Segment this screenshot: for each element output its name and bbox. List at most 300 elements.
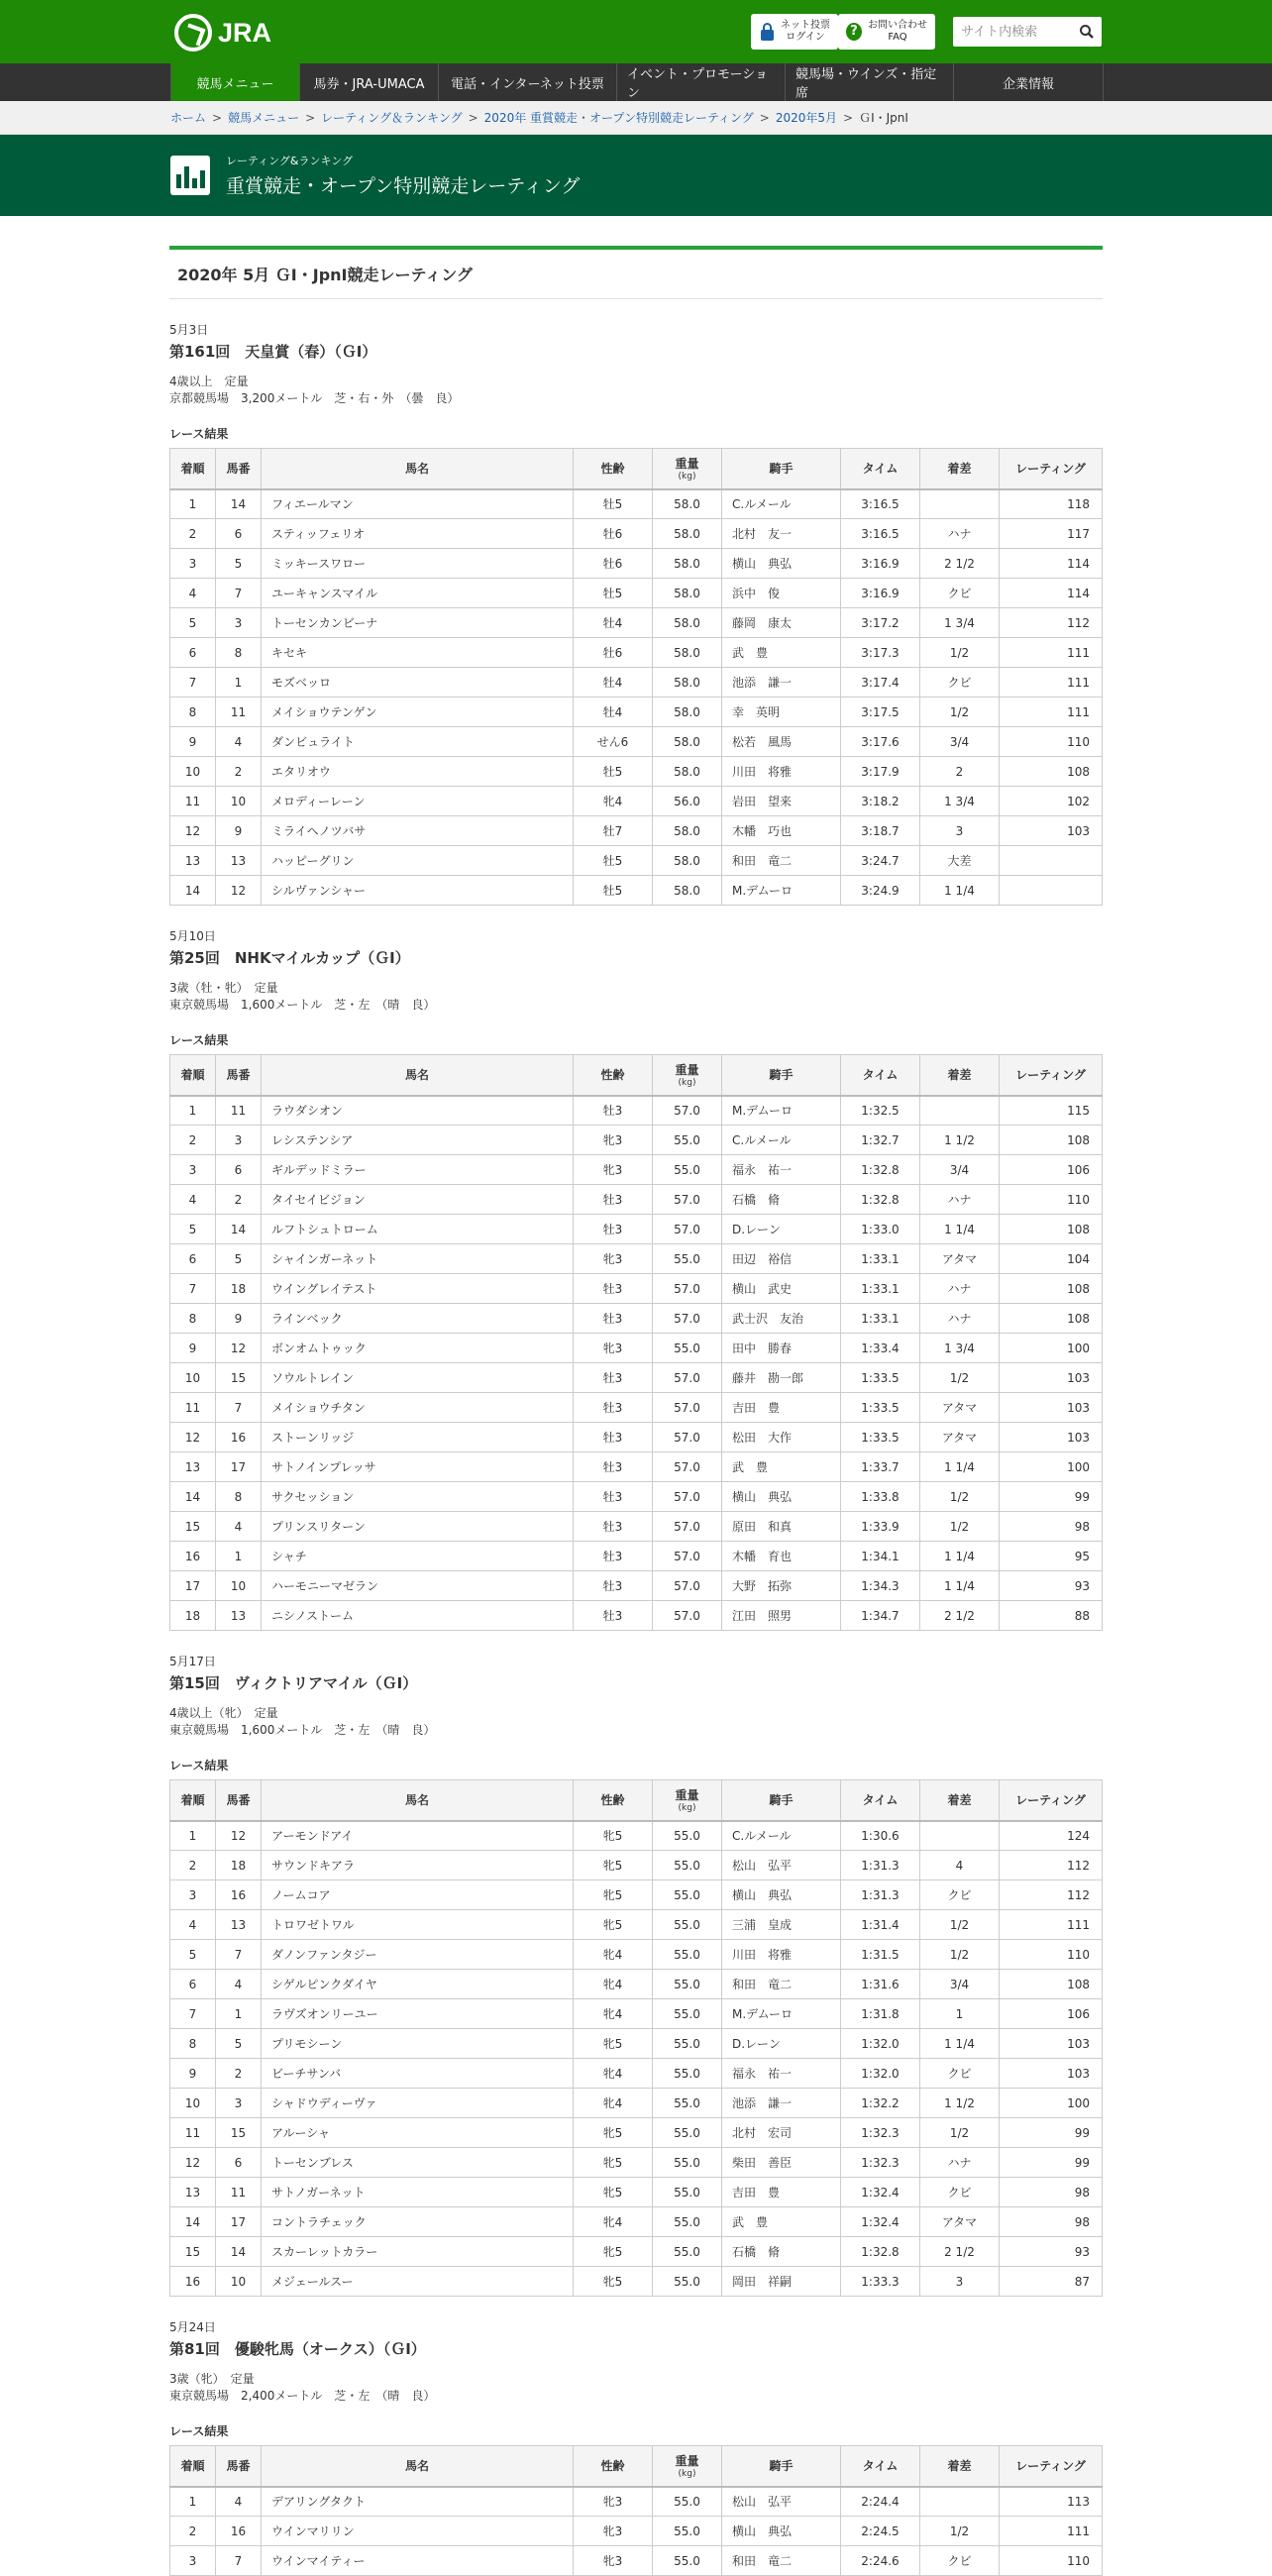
cell-sex-age: 牝5 — [574, 1880, 653, 1910]
cell-number: 4 — [216, 1970, 262, 1999]
login-line2: ログイン — [786, 32, 825, 43]
cell-jockey: 福永 祐一 — [722, 1155, 841, 1185]
table-row — [170, 2118, 1103, 2148]
cell-horse: メイショウテンゲン — [262, 698, 574, 727]
cell-weight: 55.0 — [653, 2487, 722, 2517]
nav-phone-internet[interactable]: 電話・インターネット投票 — [438, 63, 616, 101]
cell-number: 10 — [216, 787, 262, 816]
cell-jockey: 武 豊 — [722, 1452, 841, 1482]
table-row — [170, 638, 1103, 668]
cell-margin: クビ — [920, 2546, 1000, 2576]
cell-number: 6 — [216, 1155, 262, 1185]
cell-time: 1:33.8 — [841, 1482, 920, 1512]
cell-horse: シャドウディーヴァ — [262, 2089, 574, 2118]
cell-time: 1:32.4 — [841, 2178, 920, 2207]
cell-time: 3:17.4 — [841, 668, 920, 698]
col-weight: 重量 (kg) — [653, 449, 722, 489]
cell-margin: 2 — [920, 757, 1000, 787]
cell-jockey: 福永 祐一 — [722, 2059, 841, 2089]
cell-margin: アタマ — [920, 1393, 1000, 1423]
cell-jockey: 池添 謙一 — [722, 668, 841, 698]
cell-horse: ノームコア — [262, 1880, 574, 1910]
cell-number: 9 — [216, 816, 262, 846]
cell-number: 2 — [216, 1185, 262, 1215]
table-row — [170, 2029, 1103, 2059]
cell-weight: 57.0 — [653, 1096, 722, 1126]
cell-time: 3:17.6 — [841, 727, 920, 757]
cell-number: 18 — [216, 1274, 262, 1304]
cell-horse: ニシノストーム — [262, 1601, 574, 1631]
cell-margin: 3/4 — [920, 1970, 1000, 1999]
cell-weight: 57.0 — [653, 1363, 722, 1393]
breadcrumb-may[interactable]: 2020年5月 — [775, 111, 837, 125]
cell-sex-age: 牡6 — [574, 549, 653, 579]
faq-button[interactable] — [838, 14, 935, 50]
cell-rank: 6 — [170, 638, 216, 668]
cell-time: 1:32.8 — [841, 2237, 920, 2267]
cell-jockey: 松若 風馬 — [722, 727, 841, 757]
cell-rank: 13 — [170, 2178, 216, 2207]
cell-sex-age: 牡3 — [574, 1185, 653, 1215]
col-rating: レーティング — [1000, 1780, 1103, 1821]
cell-rating: 110 — [1000, 2546, 1103, 2576]
cell-number: 11 — [216, 2178, 262, 2207]
breadcrumb-keiba-menu[interactable]: 競馬メニュー — [228, 111, 300, 125]
cell-time: 3:17.2 — [841, 608, 920, 638]
cell-sex-age: 牡3 — [574, 1096, 653, 1126]
result-label: レース結果 — [169, 1033, 229, 1047]
cell-rank: 12 — [170, 2148, 216, 2178]
cell-horse: プリンスリターン — [262, 1512, 574, 1542]
cell-rating: 103 — [1000, 1363, 1103, 1393]
search-input[interactable] — [953, 17, 1072, 47]
table-row — [170, 519, 1103, 549]
cell-number: 3 — [216, 1126, 262, 1155]
nav-baken[interactable]: 馬券・JRA-UMACA — [299, 63, 438, 101]
cell-rank: 1 — [170, 1821, 216, 1851]
cell-sex-age: 牝4 — [574, 2059, 653, 2089]
nav-racecourse[interactable]: 競馬場・ウインズ・指定席 — [785, 63, 953, 101]
cell-margin: 1 1/4 — [920, 1571, 1000, 1601]
cell-rating — [1000, 846, 1103, 876]
cell-number: 14 — [216, 1215, 262, 1244]
cell-horse: プリモシーン — [262, 2029, 574, 2059]
cell-number: 9 — [216, 1304, 262, 1334]
breadcrumb-2020[interactable]: 2020年 重賞競走・オープン特別競走レーティング — [483, 111, 754, 125]
cell-rank: 11 — [170, 1393, 216, 1423]
col-time: タイム — [841, 1055, 920, 1096]
result-label: レース結果 — [169, 2424, 229, 2438]
cell-time: 1:33.0 — [841, 1215, 920, 1244]
cell-rating: 112 — [1000, 1851, 1103, 1880]
cell-margin: ハナ — [920, 1304, 1000, 1334]
cell-margin: 1 3/4 — [920, 787, 1000, 816]
site-header — [0, 0, 1272, 63]
cell-horse: アーモンドアイ — [262, 1821, 574, 1851]
cell-weight: 57.0 — [653, 1482, 722, 1512]
cell-margin: 1 1/4 — [920, 1542, 1000, 1571]
cell-rating: 106 — [1000, 1999, 1103, 2029]
cell-margin: アタマ — [920, 2207, 1000, 2237]
cell-jockey: 松田 大作 — [722, 1423, 841, 1452]
cell-rating: 100 — [1000, 1452, 1103, 1482]
cell-horse: ユーキャンスマイル — [262, 579, 574, 608]
breadcrumb-current: ＧⅠ・JpnⅠ — [859, 111, 908, 125]
race-name: 第25回 NHKマイルカップ（ＧⅠ） — [169, 949, 410, 967]
cell-weight: 58.0 — [653, 549, 722, 579]
cell-rating: 98 — [1000, 1512, 1103, 1542]
jra-logo-icon — [174, 14, 212, 52]
cell-jockey: 武 豊 — [722, 638, 841, 668]
cell-weight: 55.0 — [653, 2267, 722, 2297]
cell-margin: 1 1/4 — [920, 1215, 1000, 1244]
cell-horse: ボンオムトゥック — [262, 1334, 574, 1363]
cell-margin: アタマ — [920, 1244, 1000, 1274]
col-jockey: 騎手 — [722, 2446, 841, 2487]
table-row — [170, 1880, 1103, 1910]
cell-horse: トーセンブレス — [262, 2148, 574, 2178]
col-time: タイム — [841, 449, 920, 489]
cell-time: 1:32.3 — [841, 2118, 920, 2148]
cell-weight: 55.0 — [653, 1851, 722, 1880]
cell-rating: 112 — [1000, 608, 1103, 638]
cell-sex-age: 牝4 — [574, 787, 653, 816]
cell-rank: 12 — [170, 1423, 216, 1452]
col-sex-age: 性齢 — [574, 1780, 653, 1821]
cell-weight: 55.0 — [653, 2207, 722, 2237]
cell-number: 4 — [216, 1512, 262, 1542]
cell-jockey: 柴田 善臣 — [722, 2148, 841, 2178]
table-row — [170, 1215, 1103, 1244]
table-row — [170, 1482, 1103, 1512]
cell-number: 7 — [216, 1940, 262, 1970]
cell-number: 2 — [216, 757, 262, 787]
cell-number: 8 — [216, 638, 262, 668]
cell-time: 1:33.5 — [841, 1363, 920, 1393]
cell-rating: 114 — [1000, 549, 1103, 579]
cell-rating: 114 — [1000, 579, 1103, 608]
table-row — [170, 2517, 1103, 2546]
cell-rating: 108 — [1000, 1126, 1103, 1155]
cell-weight: 55.0 — [653, 1940, 722, 1970]
cell-time: 3:17.5 — [841, 698, 920, 727]
cell-time: 1:33.4 — [841, 1334, 920, 1363]
cell-rank: 14 — [170, 876, 216, 906]
cell-weight: 57.0 — [653, 1215, 722, 1244]
cell-time: 1:31.6 — [841, 1970, 920, 1999]
cell-rank: 7 — [170, 1274, 216, 1304]
cell-margin: 1/2 — [920, 2517, 1000, 2546]
table-row — [170, 698, 1103, 727]
cell-weight: 57.0 — [653, 1393, 722, 1423]
cell-sex-age: 牡4 — [574, 698, 653, 727]
cell-horse: ダンビュライト — [262, 727, 574, 757]
col-sex-age: 性齢 — [574, 2446, 653, 2487]
cell-rating: 111 — [1000, 698, 1103, 727]
cell-number: 1 — [216, 1542, 262, 1571]
cell-weight: 57.0 — [653, 1423, 722, 1452]
cell-rank: 6 — [170, 1244, 216, 1274]
cell-rating: 118 — [1000, 489, 1103, 519]
table-row — [170, 1423, 1103, 1452]
col-rating: レーティング — [1000, 1055, 1103, 1096]
col-jockey: 騎手 — [722, 1780, 841, 1821]
race-course: 京都競馬場 3,200メートル 芝・右・外 （曇 良） — [169, 391, 460, 405]
cell-time: 1:31.4 — [841, 1910, 920, 1940]
cell-rating: 102 — [1000, 787, 1103, 816]
cell-weight: 55.0 — [653, 2178, 722, 2207]
cell-sex-age: 牡3 — [574, 1571, 653, 1601]
cell-horse: ルフトシュトローム — [262, 1215, 574, 1244]
cell-time: 1:34.7 — [841, 1601, 920, 1631]
cell-rank: 5 — [170, 1215, 216, 1244]
cell-jockey: 川田 将雅 — [722, 1940, 841, 1970]
cell-rank: 7 — [170, 668, 216, 698]
result-table — [169, 1779, 1103, 2297]
cell-rank: 11 — [170, 787, 216, 816]
nav-event[interactable]: イベント・プロモーション — [616, 63, 785, 101]
cell-horse: アルーシャ — [262, 2118, 574, 2148]
cell-weight: 55.0 — [653, 1880, 722, 1910]
cell-rank: 10 — [170, 1363, 216, 1393]
page-header — [0, 135, 1272, 216]
cell-weight: 55.0 — [653, 2089, 722, 2118]
cell-weight: 57.0 — [653, 1274, 722, 1304]
breadcrumb-rating[interactable]: レーティング＆ランキング — [321, 111, 463, 125]
cell-weight: 55.0 — [653, 1334, 722, 1363]
search-icon[interactable] — [1072, 17, 1102, 47]
cell-horse: シャインガーネット — [262, 1244, 574, 1274]
cell-jockey: D.レーン — [722, 1215, 841, 1244]
cell-rating: 117 — [1000, 519, 1103, 549]
cell-sex-age: 牡3 — [574, 1274, 653, 1304]
cell-weight: 55.0 — [653, 2546, 722, 2576]
cell-rating: 103 — [1000, 2029, 1103, 2059]
table-row — [170, 846, 1103, 876]
cell-sex-age: 牡5 — [574, 579, 653, 608]
cell-margin: クビ — [920, 1880, 1000, 1910]
cell-rank: 2 — [170, 1126, 216, 1155]
cell-margin: 1/2 — [920, 2118, 1000, 2148]
cell-margin: ハナ — [920, 1185, 1000, 1215]
col-horse: 馬名 — [262, 1055, 574, 1096]
table-row — [170, 1601, 1103, 1631]
cell-weight: 55.0 — [653, 2118, 722, 2148]
cell-margin: クビ — [920, 579, 1000, 608]
col-rating: レーティング — [1000, 449, 1103, 489]
cell-jockey: M.デムーロ — [722, 1096, 841, 1126]
cell-sex-age: 牝3 — [574, 1126, 653, 1155]
race-class: 4歳以上 定量 — [169, 375, 249, 388]
question-icon: ? — [846, 23, 862, 41]
cell-sex-age: 牡5 — [574, 876, 653, 906]
cell-time: 1:32.8 — [841, 1185, 920, 1215]
cell-sex-age: 牝5 — [574, 2267, 653, 2297]
page-subtitle: レーティング&ランキング — [226, 155, 354, 167]
cell-weight: 56.0 — [653, 787, 722, 816]
table-row — [170, 2207, 1103, 2237]
table-row — [170, 1910, 1103, 1940]
cell-rating: 88 — [1000, 1601, 1103, 1631]
section-title: 2020年 5月 ＧⅠ・JpnⅠ競走レーティング — [169, 246, 1103, 299]
cell-number: 5 — [216, 2029, 262, 2059]
cell-rating: 113 — [1000, 2487, 1103, 2517]
faq-line2: FAQ — [888, 32, 907, 43]
cell-margin — [920, 1096, 1000, 1126]
col-horse: 馬名 — [262, 449, 574, 489]
cell-weight: 55.0 — [653, 2517, 722, 2546]
cell-rating: 99 — [1000, 1482, 1103, 1512]
cell-weight: 58.0 — [653, 727, 722, 757]
cell-jockey: 池添 謙一 — [722, 2089, 841, 2118]
cell-margin: 1/2 — [920, 1512, 1000, 1542]
cell-weight: 57.0 — [653, 1304, 722, 1334]
race-section — [169, 927, 1103, 1631]
cell-margin: 3/4 — [920, 1155, 1000, 1185]
cell-sex-age: 牝5 — [574, 2029, 653, 2059]
cell-weight: 57.0 — [653, 1542, 722, 1571]
cell-margin — [920, 2487, 1000, 2517]
nav-keiba-menu[interactable]: 競馬メニュー — [170, 63, 299, 101]
race-date: 5月3日 — [169, 323, 209, 337]
cell-sex-age: 牝5 — [574, 2148, 653, 2178]
result-table — [169, 1054, 1103, 1631]
table-row — [170, 876, 1103, 906]
cell-rank: 9 — [170, 727, 216, 757]
cell-rank: 17 — [170, 1571, 216, 1601]
cell-number: 13 — [216, 846, 262, 876]
cell-jockey: 武 豊 — [722, 2207, 841, 2237]
cell-time: 1:32.3 — [841, 2148, 920, 2178]
cell-weight: 55.0 — [653, 2059, 722, 2089]
cell-jockey: M.デムーロ — [722, 1999, 841, 2029]
cell-horse: サクセッション — [262, 1482, 574, 1512]
race-name: 第15回 ヴィクトリアマイル（ＧⅠ） — [169, 1674, 418, 1692]
table-row — [170, 549, 1103, 579]
cell-number: 16 — [216, 1423, 262, 1452]
cell-rating: 103 — [1000, 2059, 1103, 2089]
race-class: 4歳以上（牝） 定量 — [169, 1706, 278, 1720]
cell-horse: キセキ — [262, 638, 574, 668]
cell-weight: 57.0 — [653, 1452, 722, 1482]
cell-rank: 3 — [170, 549, 216, 579]
table-row — [170, 1940, 1103, 1970]
cell-jockey: 吉田 豊 — [722, 1393, 841, 1423]
cell-horse: メジェールスー — [262, 2267, 574, 2297]
cell-rank: 13 — [170, 1452, 216, 1482]
login-line1: ネット投票 — [781, 20, 830, 31]
cell-margin — [920, 1821, 1000, 1851]
race-date: 5月17日 — [169, 1655, 216, 1668]
cell-margin: 1 1/2 — [920, 1126, 1000, 1155]
cell-sex-age: 牝3 — [574, 2517, 653, 2546]
col-weight: 重量 (kg) — [653, 1055, 722, 1096]
cell-rating: 99 — [1000, 2118, 1103, 2148]
cell-number: 17 — [216, 1452, 262, 1482]
cell-jockey: 岡田 祥嗣 — [722, 2267, 841, 2297]
global-nav — [0, 63, 1272, 101]
cell-number: 13 — [216, 1601, 262, 1631]
breadcrumb: ホーム > 競馬メニュー > レーティング＆ランキング > 2020年 重賞競走・オープン特別競走レーティング > 2020年5月 > ＧⅠ・JpnⅠ — [0, 101, 1272, 135]
cell-rank: 3 — [170, 1155, 216, 1185]
cell-rank: 16 — [170, 2267, 216, 2297]
cell-horse: シャチ — [262, 1542, 574, 1571]
col-sex-age: 性齢 — [574, 449, 653, 489]
cell-jockey: 原田 和真 — [722, 1512, 841, 1542]
cell-rating: 100 — [1000, 1334, 1103, 1363]
cell-margin: 1 1/4 — [920, 1452, 1000, 1482]
cell-sex-age: 牡3 — [574, 1363, 653, 1393]
table-row — [170, 1363, 1103, 1393]
breadcrumb-home[interactable]: ホーム — [170, 111, 207, 125]
cell-time: 3:17.3 — [841, 638, 920, 668]
cell-margin: 1/2 — [920, 638, 1000, 668]
cell-sex-age: 牝5 — [574, 1821, 653, 1851]
cell-sex-age: 牡3 — [574, 1304, 653, 1334]
cell-time: 3:16.5 — [841, 519, 920, 549]
cell-rating: 104 — [1000, 1244, 1103, 1274]
table-row — [170, 2148, 1103, 2178]
cell-number: 3 — [216, 608, 262, 638]
cell-sex-age: 牝5 — [574, 2118, 653, 2148]
cell-weight: 55.0 — [653, 1821, 722, 1851]
cell-sex-age: 牡4 — [574, 608, 653, 638]
cell-horse: ハーモニーマゼラン — [262, 1571, 574, 1601]
cell-sex-age: 牝4 — [574, 2089, 653, 2118]
cell-margin: 2 1/2 — [920, 2237, 1000, 2267]
cell-weight: 55.0 — [653, 1126, 722, 1155]
cell-sex-age: 牡5 — [574, 846, 653, 876]
cell-time: 1:33.7 — [841, 1452, 920, 1482]
cell-rank: 1 — [170, 2487, 216, 2517]
cell-horse: ウインマリリン — [262, 2517, 574, 2546]
cell-rank: 5 — [170, 1940, 216, 1970]
cell-rating: 108 — [1000, 1304, 1103, 1334]
cell-rank: 9 — [170, 2059, 216, 2089]
cell-rank: 8 — [170, 698, 216, 727]
cell-sex-age: 牝5 — [574, 1910, 653, 1940]
cell-rank: 3 — [170, 1880, 216, 1910]
nav-corporate[interactable]: 企業情報 — [953, 63, 1104, 101]
cell-sex-age: 牝4 — [574, 1970, 653, 1999]
cell-sex-age: 牝3 — [574, 1244, 653, 1274]
race-conditions — [169, 980, 1103, 1014]
cell-weight: 55.0 — [653, 1999, 722, 2029]
cell-sex-age: 牝4 — [574, 1940, 653, 1970]
jra-logo[interactable] — [174, 14, 271, 52]
table-row — [170, 1096, 1103, 1126]
cell-time: 3:18.7 — [841, 816, 920, 846]
cell-sex-age: 牡3 — [574, 1601, 653, 1631]
cell-number: 6 — [216, 519, 262, 549]
cell-time: 3:16.5 — [841, 489, 920, 519]
cell-weight: 58.0 — [653, 816, 722, 846]
cell-margin: 1/2 — [920, 1910, 1000, 1940]
cell-jockey: C.ルメール — [722, 1821, 841, 1851]
cell-horse: ウイングレイテスト — [262, 1274, 574, 1304]
cell-rank: 1 — [170, 1096, 216, 1126]
cell-jockey: 木幡 巧也 — [722, 816, 841, 846]
table-row — [170, 1126, 1103, 1155]
cell-jockey: 大野 拓弥 — [722, 1571, 841, 1601]
cell-rank: 13 — [170, 846, 216, 876]
table-row — [170, 1542, 1103, 1571]
net-vote-login-button[interactable] — [751, 14, 838, 50]
cell-sex-age: 牡3 — [574, 1423, 653, 1452]
cell-horse: ストーンリッジ — [262, 1423, 574, 1452]
cell-horse: スカーレットカラー — [262, 2237, 574, 2267]
col-sex-age: 性齢 — [574, 1055, 653, 1096]
